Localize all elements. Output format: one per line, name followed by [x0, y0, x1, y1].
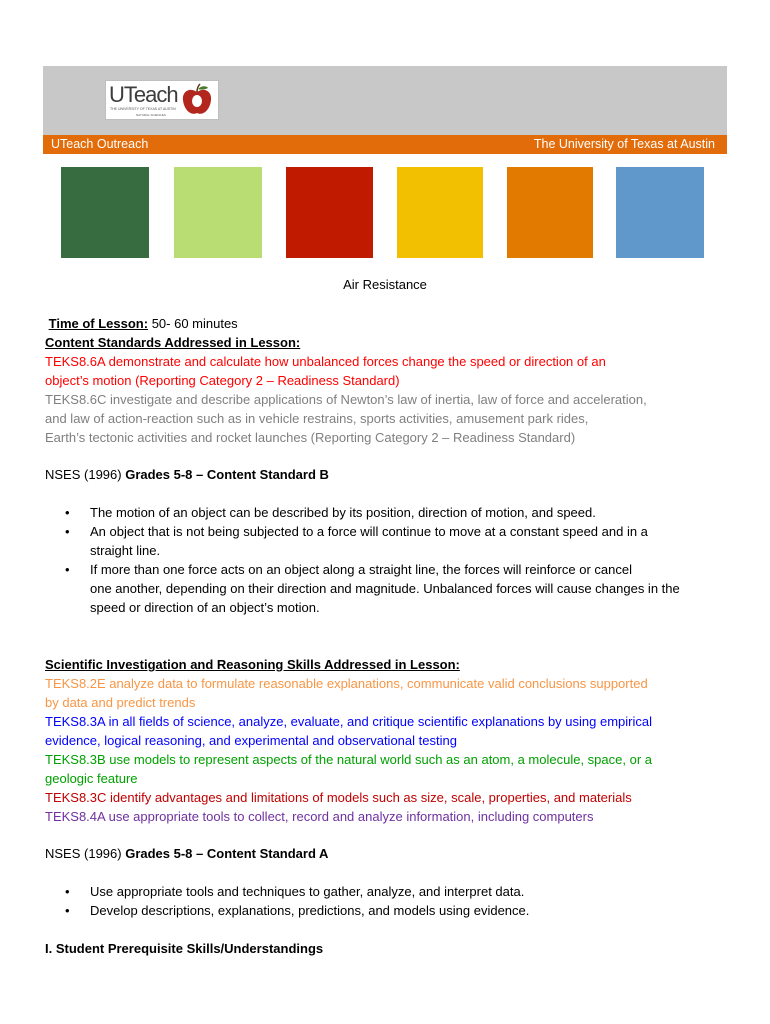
- teks-6c-line: TEKS8.6C investigate and describe applications of Newton’s law of inertia, law of force and acceleration,: [45, 392, 647, 407]
- color-swatch: [174, 167, 262, 258]
- content-standards-block: [45, 314, 735, 447]
- list-item: • The motion of an object can be described by its position, direction of motion, and speed.: [65, 503, 730, 522]
- scientific-skills-block: [45, 655, 735, 826]
- list-item-text: speed or direction of an object’s motion.: [90, 600, 320, 615]
- time-value: 50- 60 minutes: [148, 316, 238, 331]
- lesson-title: Air Resistance: [343, 277, 427, 292]
- teks-6c-line: Earth’s tectonic activities and rocket launches (Reporting Category 2 – Readiness Standard): [45, 430, 576, 445]
- nses-a-heading: [45, 844, 735, 863]
- nses-b-title: Grades 5-8 – Content Standard B: [125, 467, 329, 482]
- list-item: • If more than one force acts on an object along a straight line, the forces will reinforce or cancel one another, depending on their direction and magnitude. Unbalanced forces will cause changes in the speed or direction of an object’s motion.: [65, 560, 730, 617]
- color-swatch: [507, 167, 593, 258]
- list-item: • An object that is not being subjected to a force will continue to move at a constant speed and in a straight line.: [65, 522, 730, 560]
- list-item-text: Develop descriptions, explanations, predictions, and models using evidence.: [90, 903, 530, 918]
- teks-3b-line: geologic feature: [45, 771, 138, 786]
- teks-3a-line: TEKS8.3A in all fields of science, analyze, evaluate, and critique scientific explanations by using empirical: [45, 714, 652, 729]
- teks-2e-line: TEKS8.2E analyze data to formulate reasonable explanations, communicate valid conclusions supported: [45, 676, 648, 691]
- color-swatch: [286, 167, 373, 258]
- nses-b-bullets: [65, 503, 730, 617]
- list-item-text: An object that is not being subjected to a force will continue to move at a constant speed and in a: [90, 524, 648, 539]
- teks-4a-line: TEKS8.4A use appropriate tools to collect, record and analyze information, including computers: [45, 809, 594, 824]
- list-item-text: If more than one force acts on an object along a straight line, the forces will reinforce or cancel: [90, 562, 632, 577]
- list-item-text: one another, depending on their direction and magnitude. Unbalanced forces will cause changes in the: [90, 581, 680, 596]
- teks-3c-line: TEKS8.3C identify advantages and limitations of models such as size, scale, properties, and materials: [45, 790, 632, 805]
- header-right-label: The University of Texas at Austin: [533, 137, 715, 151]
- list-item: • Develop descriptions, explanations, predictions, and models using evidence.: [65, 901, 730, 920]
- list-item-text: Use appropriate tools and techniques to gather, analyze, and interpret data.: [90, 884, 525, 899]
- teks-2e-line: by data and predict trends: [45, 695, 196, 710]
- nses-b-prefix: NSES (1996): [45, 467, 126, 482]
- content-standards-heading: Content Standards Addressed in Lesson:: [45, 335, 301, 350]
- time-of-lesson: [45, 314, 735, 333]
- list-item-text: straight line.: [90, 543, 161, 558]
- teks-6c-line: and law of action-reaction such as in vehicle restrains, sports activities, amusement park rides,: [45, 411, 589, 426]
- apple-icon: [180, 83, 214, 117]
- color-swatch: [61, 167, 149, 258]
- teks-6a-line: object’s motion (Reporting Category 2 – Readiness Standard): [45, 373, 400, 388]
- scientific-skills-heading: Scientific Investigation and Reasoning Skills Addressed in Lesson:: [45, 657, 460, 672]
- nses-a-bullets: [65, 882, 730, 920]
- logo-subtitle: THE UNIVERSITY OF TEXAS AT AUSTIN: [110, 107, 176, 111]
- nses-a-title: Grades 5-8 – Content Standard A: [125, 846, 329, 861]
- logo-subtitle-2: NATURAL SCIENCES: [136, 113, 166, 117]
- teks-6a-line: TEKS8.6A demonstrate and calculate how unbalanced forces change the speed or direction of an: [45, 354, 606, 369]
- color-swatch: [616, 167, 704, 258]
- time-label: Time of Lesson:: [48, 316, 149, 331]
- teks-3b-line: TEKS8.3B use models to represent aspects of the natural world such as an atom, a molecule, space, or a: [45, 752, 652, 767]
- list-item: • Use appropriate tools and techniques to gather, analyze, and interpret data.: [65, 882, 730, 901]
- section-heading: I. Student Prerequisite Skills/Understandings: [45, 941, 324, 956]
- list-item-text: The motion of an object can be described by its position, direction of motion, and speed.: [90, 505, 596, 520]
- color-swatch: [397, 167, 483, 258]
- nses-a-prefix: NSES (1996): [45, 846, 126, 861]
- header-bar: [43, 135, 727, 154]
- header-left-label: UTeach Outreach: [51, 137, 149, 151]
- nses-b-heading: [45, 465, 735, 484]
- uteach-logo: [105, 80, 219, 120]
- teks-3a-line: evidence, logical reasoning, and experimental and observational testing: [45, 733, 457, 748]
- logo-wordmark: UTeach: [109, 82, 178, 107]
